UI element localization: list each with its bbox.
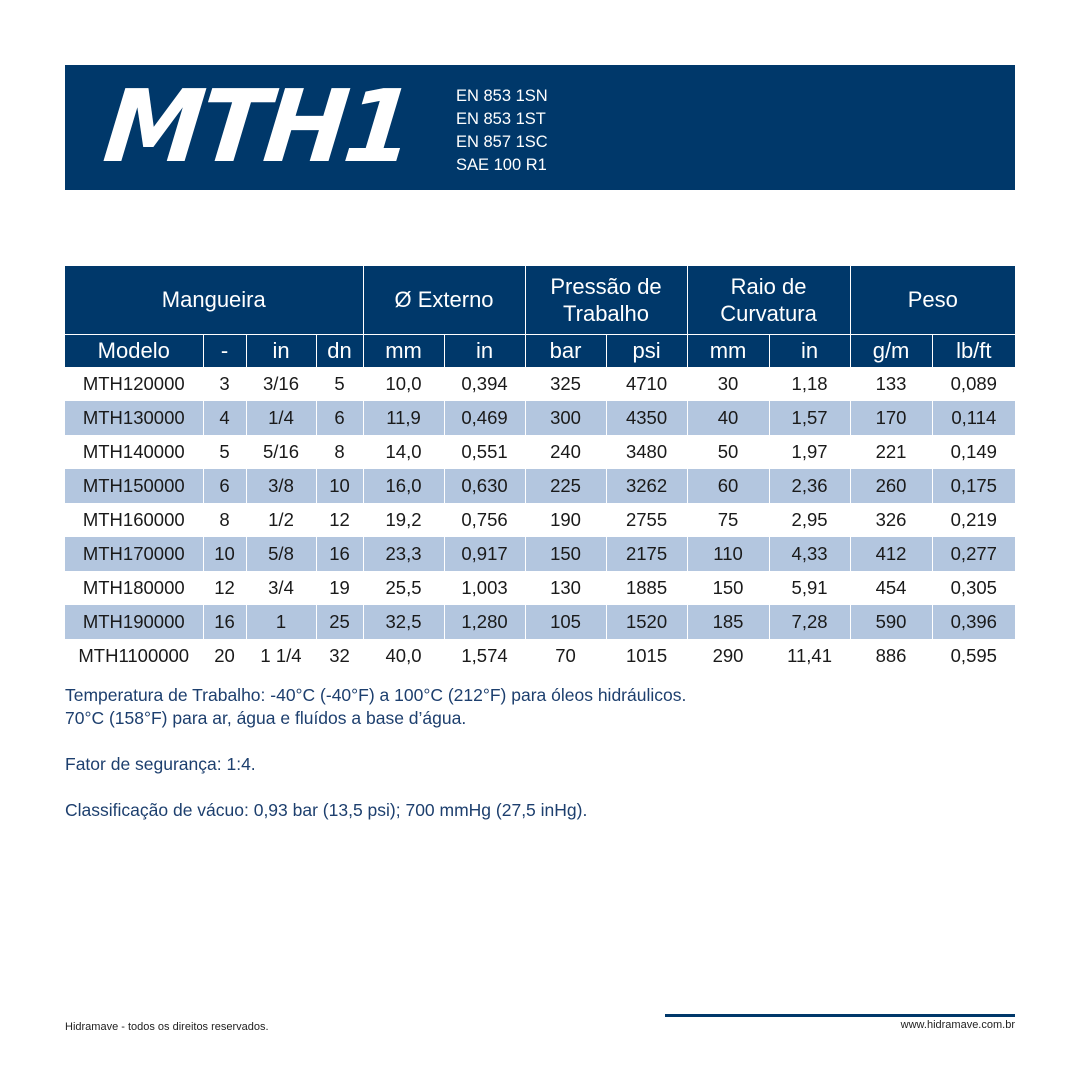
table-cell: 60 xyxy=(687,469,769,503)
table-cell: 20 xyxy=(203,639,246,673)
table-cell: 3262 xyxy=(606,469,687,503)
table-cell: 0,396 xyxy=(932,605,1015,639)
table-cell: 1 1/4 xyxy=(246,639,316,673)
table-cell: 25,5 xyxy=(363,571,444,605)
unit-header: in xyxy=(246,334,316,367)
table-cell: MTH180000 xyxy=(65,571,203,605)
table-cell: 150 xyxy=(687,571,769,605)
table-row xyxy=(65,367,1015,401)
table-cell: 6 xyxy=(203,469,246,503)
table-cell: 240 xyxy=(525,435,606,469)
table-cell: 0,305 xyxy=(932,571,1015,605)
table-cell: 0,394 xyxy=(444,367,525,401)
table-cell: 1,57 xyxy=(769,401,850,435)
table-cell: 2175 xyxy=(606,537,687,571)
table-cell: 2,95 xyxy=(769,503,850,537)
group-header-hose: Mangueira xyxy=(65,266,363,334)
table-cell: 0,551 xyxy=(444,435,525,469)
table-cell: 185 xyxy=(687,605,769,639)
table-cell: 260 xyxy=(850,469,932,503)
table-cell: 300 xyxy=(525,401,606,435)
standard-item: SAE 100 R1 xyxy=(456,156,547,174)
table-row xyxy=(65,401,1015,435)
table-cell: 25 xyxy=(316,605,363,639)
table-row xyxy=(65,469,1015,503)
table-cell: 1/4 xyxy=(246,401,316,435)
table-cell: 1885 xyxy=(606,571,687,605)
table-cell: 326 xyxy=(850,503,932,537)
table-cell: 4 xyxy=(203,401,246,435)
table-cell: 8 xyxy=(316,435,363,469)
table-cell: 1015 xyxy=(606,639,687,673)
group-header-weight: Peso xyxy=(850,266,1015,334)
table-cell: 3 xyxy=(203,367,246,401)
table-cell: 12 xyxy=(203,571,246,605)
table-cell: 30 xyxy=(687,367,769,401)
table-cell: 3/8 xyxy=(246,469,316,503)
table-cell: MTH140000 xyxy=(65,435,203,469)
table-cell: 8 xyxy=(203,503,246,537)
table-cell: 5/8 xyxy=(246,537,316,571)
table-group-header xyxy=(65,266,1015,334)
table-cell: 4710 xyxy=(606,367,687,401)
unit-header: mm xyxy=(363,334,444,367)
table-row xyxy=(65,639,1015,673)
table-cell: 133 xyxy=(850,367,932,401)
table-cell: 19 xyxy=(316,571,363,605)
group-header-bend-radius: Raio de Curvatura xyxy=(687,266,850,334)
table-row xyxy=(65,537,1015,571)
table-cell: MTH150000 xyxy=(65,469,203,503)
table-cell: 2,36 xyxy=(769,469,850,503)
table-cell: 11,41 xyxy=(769,639,850,673)
table-cell: 70 xyxy=(525,639,606,673)
copyright-text: Hidramave - todos os direitos reservados. xyxy=(65,1021,269,1033)
table-cell: 5/16 xyxy=(246,435,316,469)
table-cell: 32 xyxy=(316,639,363,673)
table-cell: 1,18 xyxy=(769,367,850,401)
table-row xyxy=(65,605,1015,639)
unit-header: dn xyxy=(316,334,363,367)
table-cell: MTH1100000 xyxy=(65,639,203,673)
table-cell: 225 xyxy=(525,469,606,503)
table-cell: 0,630 xyxy=(444,469,525,503)
table-cell: 0,114 xyxy=(932,401,1015,435)
table-cell: 50 xyxy=(687,435,769,469)
table-body xyxy=(65,367,1015,673)
table-cell: 170 xyxy=(850,401,932,435)
table-row xyxy=(65,435,1015,469)
safety-factor-note: Fator de segurança: 1:4. xyxy=(65,754,256,774)
table-cell: 2755 xyxy=(606,503,687,537)
table-cell: 0,277 xyxy=(932,537,1015,571)
unit-header: - xyxy=(203,334,246,367)
table-cell: MTH120000 xyxy=(65,367,203,401)
table-cell: 1 xyxy=(246,605,316,639)
table-cell: 0,219 xyxy=(932,503,1015,537)
unit-header: lb/ft xyxy=(932,334,1015,367)
table-cell: 110 xyxy=(687,537,769,571)
table-cell: 0,149 xyxy=(932,435,1015,469)
table-cell: 0,089 xyxy=(932,367,1015,401)
table-cell: 1/2 xyxy=(246,503,316,537)
table-cell: 130 xyxy=(525,571,606,605)
table-cell: 1,574 xyxy=(444,639,525,673)
table-cell: 19,2 xyxy=(363,503,444,537)
group-header-outer-diameter: Ø Externo xyxy=(363,266,525,334)
table-cell: 105 xyxy=(525,605,606,639)
unit-header: in xyxy=(444,334,525,367)
table-cell: MTH170000 xyxy=(65,537,203,571)
table-cell: MTH160000 xyxy=(65,503,203,537)
unit-header: psi xyxy=(606,334,687,367)
standard-item: EN 857 1SC xyxy=(456,133,548,151)
table-cell: 1,280 xyxy=(444,605,525,639)
table-cell: 10,0 xyxy=(363,367,444,401)
table-cell: 0,469 xyxy=(444,401,525,435)
product-title: MTH1 xyxy=(98,68,417,185)
table-cell: 886 xyxy=(850,639,932,673)
table-cell: 1,003 xyxy=(444,571,525,605)
table-cell: 1,97 xyxy=(769,435,850,469)
group-header-working-pressure: Pressão de Trabalho xyxy=(525,266,687,334)
table-cell: 5 xyxy=(316,367,363,401)
table-cell: MTH130000 xyxy=(65,401,203,435)
table-cell: 590 xyxy=(850,605,932,639)
product-banner xyxy=(65,65,1015,190)
table-cell: 0,917 xyxy=(444,537,525,571)
temperature-note: Temperatura de Trabalho: -40°C (-40°F) a 100°C (212°F) para óleos hidráulicos. xyxy=(65,685,687,705)
table-row xyxy=(65,503,1015,537)
table-cell: 4,33 xyxy=(769,537,850,571)
unit-header: Modelo xyxy=(65,334,203,367)
table-cell: 23,3 xyxy=(363,537,444,571)
table-cell: 16 xyxy=(203,605,246,639)
website-text: www.hidramave.com.br xyxy=(900,1019,1015,1031)
table-cell: 190 xyxy=(525,503,606,537)
vacuum-note: Classificação de vácuo: 0,93 bar (13,5 psi); 700 mmHg (27,5 inHg). xyxy=(65,800,588,820)
table-cell: 5 xyxy=(203,435,246,469)
table-cell: 3480 xyxy=(606,435,687,469)
table-cell: 454 xyxy=(850,571,932,605)
table-cell: 5,91 xyxy=(769,571,850,605)
table-cell: 3/4 xyxy=(246,571,316,605)
table-cell: MTH190000 xyxy=(65,605,203,639)
table-cell: 16 xyxy=(316,537,363,571)
table-cell: 1520 xyxy=(606,605,687,639)
unit-header: in xyxy=(769,334,850,367)
standards-list xyxy=(456,85,548,177)
table-unit-header xyxy=(65,334,1015,367)
table-cell: 0,595 xyxy=(932,639,1015,673)
footer-divider xyxy=(665,1014,1015,1017)
unit-header: mm xyxy=(687,334,769,367)
table-cell: 10 xyxy=(316,469,363,503)
table-cell: 4350 xyxy=(606,401,687,435)
table-cell: 325 xyxy=(525,367,606,401)
table-cell: 0,175 xyxy=(932,469,1015,503)
table-cell: 75 xyxy=(687,503,769,537)
table-cell: 16,0 xyxy=(363,469,444,503)
table-cell: 412 xyxy=(850,537,932,571)
table-cell: 12 xyxy=(316,503,363,537)
table-cell: 11,9 xyxy=(363,401,444,435)
table-cell: 221 xyxy=(850,435,932,469)
specs-table xyxy=(65,266,1015,673)
table-cell: 32,5 xyxy=(363,605,444,639)
standard-item: EN 853 1SN xyxy=(456,87,548,105)
table-cell: 40 xyxy=(687,401,769,435)
table-cell: 0,756 xyxy=(444,503,525,537)
temperature-note-continued: 70°C (158°F) para ar, água e fluídos a base d’água. xyxy=(65,708,467,728)
table-cell: 290 xyxy=(687,639,769,673)
unit-header: g/m xyxy=(850,334,932,367)
table-cell: 40,0 xyxy=(363,639,444,673)
table-cell: 150 xyxy=(525,537,606,571)
table-cell: 10 xyxy=(203,537,246,571)
table-cell: 14,0 xyxy=(363,435,444,469)
table-row xyxy=(65,571,1015,605)
notes-section xyxy=(65,684,1015,822)
unit-header: bar xyxy=(525,334,606,367)
table-cell: 7,28 xyxy=(769,605,850,639)
table-cell: 3/16 xyxy=(246,367,316,401)
table-cell: 6 xyxy=(316,401,363,435)
standard-item: EN 853 1ST xyxy=(456,110,546,128)
